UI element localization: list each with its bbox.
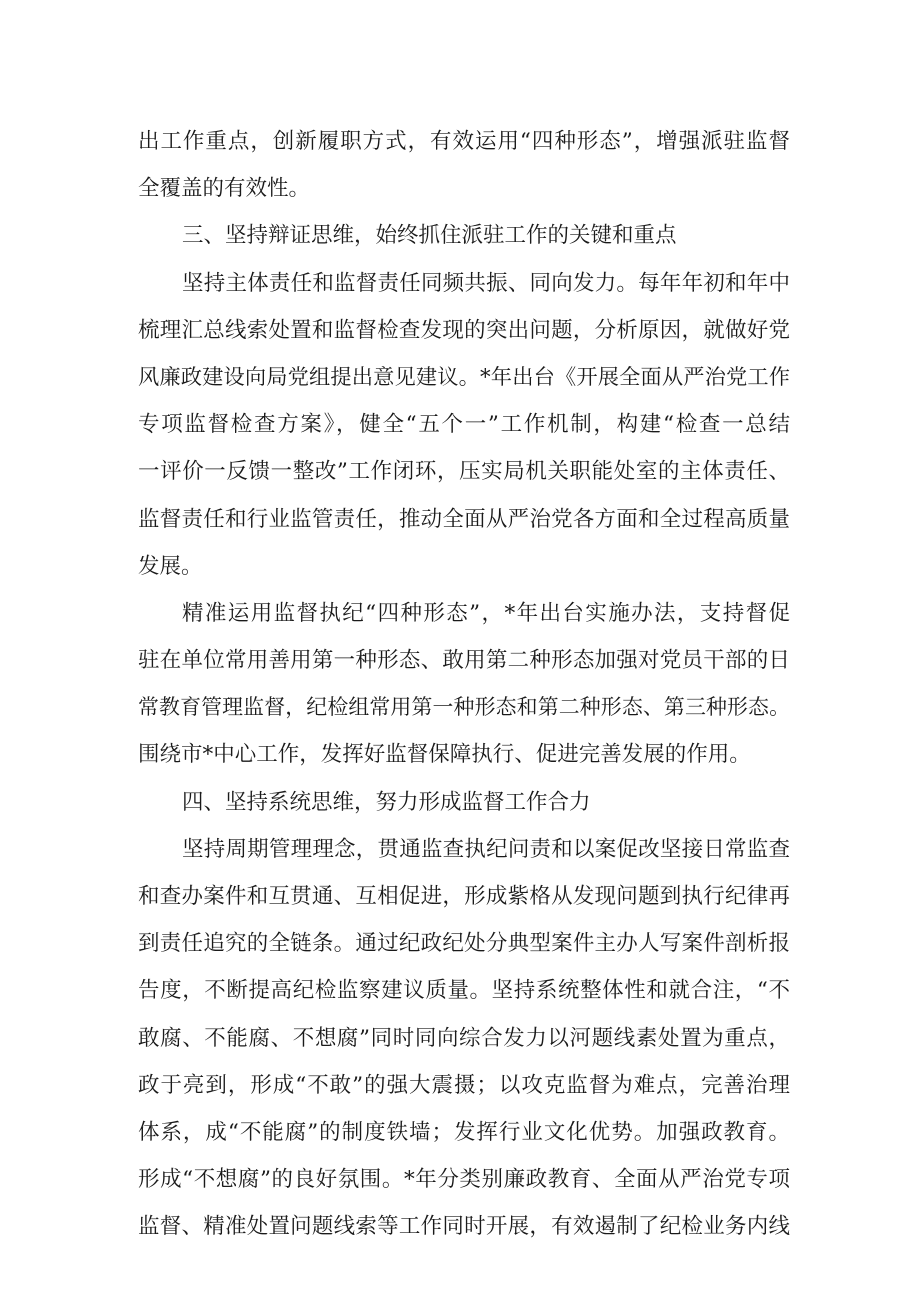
text-line: 出工作重点，创新履职方式，有效运用“四种形态”，增强派驻监督: [138, 129, 790, 154]
text-line: 到责任追究的全链条。通过纪政纪处分典型案件主办人写案件剖析报: [138, 931, 790, 957]
text-line: 体系，成“不能腐”的制度铁墙；发挥行业文化优势。加强政教育。: [138, 1119, 790, 1145]
text-line: 一评价一反馈一整改”工作闭环，压实局机关职能处室的主体责任、: [138, 459, 790, 485]
text-line: 发展。: [138, 553, 203, 579]
paragraph-first-line: 精准运用监督执纪“四种形态”，*年出台实施办法，支持督促: [182, 600, 790, 626]
section-heading: 四、坚持系统思维，努力形成监督工作合力: [182, 789, 591, 815]
text-line: 形成“不想腐”的良好氛围。*年分类别廉政教育、全面从严治党专项: [138, 1167, 790, 1193]
document-page: [138, 118, 790, 1251]
text-line: 监督责任和行业监管责任，推动全面从严治党各方面和全过程高质量: [138, 506, 790, 532]
paragraph-first-line: 坚持周期管理理念，贯通监查执纪问责和以案促改坚接日常监查: [182, 836, 790, 862]
section-heading: 三、坚持辩证思维，始终抓住派驻工作的关键和重点: [182, 223, 677, 249]
text-line: 梳理汇总线索处置和监督检查发现的突出问题，分析原因，就做好党: [138, 317, 790, 343]
text-line: 专项监督检查方案》，健全“五个一”工作机制，构建“检查一总结: [138, 412, 790, 438]
text-line: 告度，不断提高纪检监察建议质量。坚持系统整体性和就合注，“不: [138, 978, 790, 1004]
text-line: 风廉政建设向局党组提出意见建议。*年出台《开展全面从严治党工作: [138, 364, 790, 390]
text-line: 常教育管理监督，纪检组常用第一种形态和第二种形态、第三种形态。: [138, 695, 790, 720]
text-line: 全覆盖的有效性。: [138, 176, 311, 202]
text-line: 政于亮到，形成“不敢”的强大震摄；以攻克监督为难点，完善治理: [138, 1072, 790, 1098]
paragraph-first-line: 坚持主体责任和监督责任同频共振、同向发力。每年年初和年中: [182, 270, 790, 296]
text-line: 驻在单位常用善用第一种形态、敢用第二种形态加强对党员干部的日: [138, 648, 790, 674]
text-line: 围绕市*中心工作，发挥好监督保障执行、促进完善发展的作用。: [138, 742, 751, 768]
text-line: 监督、精准处置问题线索等工作同时开展，有效遏制了纪检业务内线: [138, 1214, 790, 1240]
text-line: 和查办案件和互贯通、互相促进，形成紫格从发现问题到执行纪律再: [138, 884, 790, 909]
text-line: 敢腐、不能腐、不想腐”同时同向综合发力以河题线素处置为重点，: [138, 1025, 790, 1051]
